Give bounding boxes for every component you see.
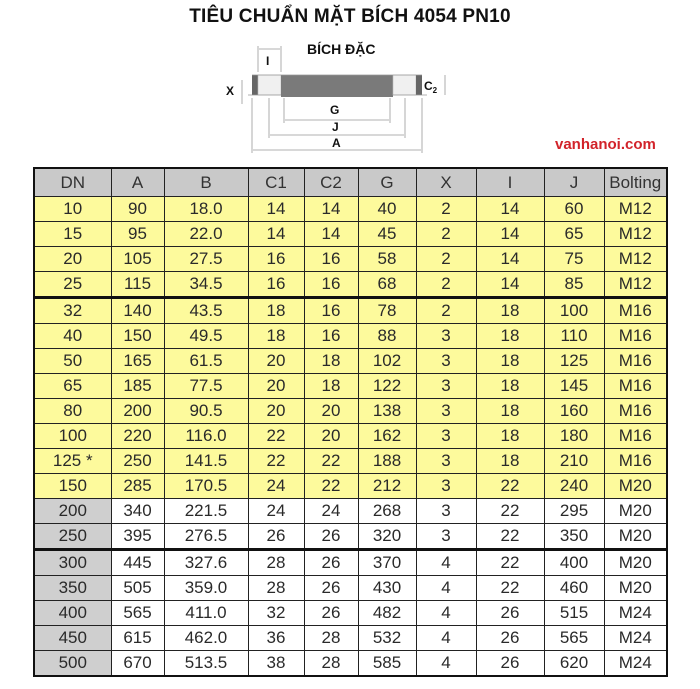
cell-x: 3: [416, 349, 476, 374]
cell-i: 18: [476, 374, 544, 399]
cell-g: 430: [358, 576, 416, 601]
cell-b: 141.5: [164, 449, 248, 474]
cell-c2: 26: [304, 524, 358, 550]
cell-a: 505: [111, 576, 164, 601]
cell-g: 102: [358, 349, 416, 374]
table-row: [34, 524, 667, 550]
cell-j: 100: [544, 298, 604, 324]
cell-j: 515: [544, 601, 604, 626]
cell-b: 22.0: [164, 222, 248, 247]
cell-c1: 32: [248, 601, 304, 626]
cell-dn: 300: [34, 550, 111, 576]
table-row: [34, 550, 667, 576]
table-row: [34, 424, 667, 449]
cell-g: 45: [358, 222, 416, 247]
cell-j: 565: [544, 626, 604, 651]
cell-i: 22: [476, 474, 544, 499]
cell-a: 220: [111, 424, 164, 449]
cell-c1: 24: [248, 474, 304, 499]
cell-x: 2: [416, 197, 476, 222]
cell-c2: 16: [304, 324, 358, 349]
cell-i: 22: [476, 576, 544, 601]
column-header-i: I: [476, 168, 544, 197]
column-header-g: G: [358, 168, 416, 197]
table-row: [34, 474, 667, 499]
cell-j: 620: [544, 651, 604, 677]
cell-dn: 500: [34, 651, 111, 677]
cell-b: 359.0: [164, 576, 248, 601]
cell-b: 462.0: [164, 626, 248, 651]
cell-x: 4: [416, 576, 476, 601]
cell-c2: 26: [304, 601, 358, 626]
cell-i: 14: [476, 272, 544, 298]
cell-j: 110: [544, 324, 604, 349]
cell-bolting: M16: [604, 298, 667, 324]
cell-dn: 250: [34, 524, 111, 550]
cell-x: 3: [416, 324, 476, 349]
cell-g: 68: [358, 272, 416, 298]
column-header-bolting: Bolting: [604, 168, 667, 197]
table-row: [34, 298, 667, 324]
cell-g: 40: [358, 197, 416, 222]
cell-x: 4: [416, 651, 476, 677]
column-header-c2: C2: [304, 168, 358, 197]
column-header-a: A: [111, 168, 164, 197]
cell-dn: 450: [34, 626, 111, 651]
column-header-b: B: [164, 168, 248, 197]
diagram-label: BÍCH ĐẶC: [307, 41, 376, 57]
cell-g: 162: [358, 424, 416, 449]
cell-c1: 16: [248, 272, 304, 298]
cell-c2: 22: [304, 449, 358, 474]
table-row: [34, 222, 667, 247]
cell-j: 60: [544, 197, 604, 222]
cell-x: 4: [416, 601, 476, 626]
cell-c2: 26: [304, 576, 358, 601]
cell-i: 22: [476, 550, 544, 576]
cell-dn: 50: [34, 349, 111, 374]
watermark-brand: vanhanoi.com: [555, 136, 656, 153]
cell-a: 140: [111, 298, 164, 324]
cell-x: 3: [416, 399, 476, 424]
cell-c1: 18: [248, 298, 304, 324]
cell-a: 615: [111, 626, 164, 651]
cell-b: 116.0: [164, 424, 248, 449]
cell-x: 4: [416, 626, 476, 651]
cell-j: 240: [544, 474, 604, 499]
cell-c1: 36: [248, 626, 304, 651]
table-row: [34, 499, 667, 524]
cell-bolting: M20: [604, 576, 667, 601]
cell-i: 18: [476, 298, 544, 324]
cell-c1: 22: [248, 424, 304, 449]
cell-g: 88: [358, 324, 416, 349]
cell-c1: 20: [248, 349, 304, 374]
cell-bolting: M16: [604, 349, 667, 374]
cell-x: 3: [416, 424, 476, 449]
cell-c1: 14: [248, 222, 304, 247]
cell-dn: 40: [34, 324, 111, 349]
flange-diagram: [222, 38, 452, 158]
cell-c2: 16: [304, 272, 358, 298]
cell-b: 27.5: [164, 247, 248, 272]
cell-c1: 28: [248, 576, 304, 601]
cell-j: 210: [544, 449, 604, 474]
cell-c2: 14: [304, 222, 358, 247]
cell-i: 18: [476, 399, 544, 424]
dim-label-a: A: [332, 136, 341, 150]
cell-dn: 400: [34, 601, 111, 626]
cell-i: 26: [476, 626, 544, 651]
cell-bolting: M20: [604, 550, 667, 576]
cell-i: 18: [476, 324, 544, 349]
cell-b: 34.5: [164, 272, 248, 298]
cell-bolting: M16: [604, 424, 667, 449]
cell-b: 221.5: [164, 499, 248, 524]
cell-g: 320: [358, 524, 416, 550]
cell-i: 14: [476, 247, 544, 272]
cell-a: 115: [111, 272, 164, 298]
cell-a: 150: [111, 324, 164, 349]
cell-c1: 24: [248, 499, 304, 524]
cell-a: 165: [111, 349, 164, 374]
cell-a: 185: [111, 374, 164, 399]
cell-g: 482: [358, 601, 416, 626]
cell-b: 513.5: [164, 651, 248, 677]
cell-a: 395: [111, 524, 164, 550]
cell-dn: 65: [34, 374, 111, 399]
cell-g: 212: [358, 474, 416, 499]
cell-g: 532: [358, 626, 416, 651]
cell-dn: 32: [34, 298, 111, 324]
table-row: [34, 626, 667, 651]
cell-j: 160: [544, 399, 604, 424]
cell-x: 2: [416, 298, 476, 324]
cell-b: 61.5: [164, 349, 248, 374]
cell-dn: 10: [34, 197, 111, 222]
cell-c1: 20: [248, 374, 304, 399]
cell-x: 3: [416, 474, 476, 499]
cell-bolting: M12: [604, 247, 667, 272]
cell-b: 170.5: [164, 474, 248, 499]
column-header-c1: C1: [248, 168, 304, 197]
cell-c2: 26: [304, 550, 358, 576]
cell-j: 125: [544, 349, 604, 374]
cell-b: 90.5: [164, 399, 248, 424]
cell-x: 4: [416, 550, 476, 576]
cell-a: 200: [111, 399, 164, 424]
cell-a: 105: [111, 247, 164, 272]
cell-i: 22: [476, 499, 544, 524]
table-body: [34, 197, 667, 677]
cell-i: 18: [476, 449, 544, 474]
cell-bolting: M24: [604, 601, 667, 626]
cell-c2: 18: [304, 374, 358, 399]
cell-j: 85: [544, 272, 604, 298]
page-title: TIÊU CHUẨN MẶT BÍCH 4054 PN10: [189, 6, 511, 27]
cell-j: 65: [544, 222, 604, 247]
cell-x: 3: [416, 524, 476, 550]
cell-j: 400: [544, 550, 604, 576]
cell-g: 188: [358, 449, 416, 474]
cell-c1: 20: [248, 399, 304, 424]
cell-bolting: M16: [604, 449, 667, 474]
cell-x: 3: [416, 449, 476, 474]
cell-x: 2: [416, 247, 476, 272]
dim-label-i: I: [266, 54, 270, 68]
cell-b: 411.0: [164, 601, 248, 626]
cell-dn: 350: [34, 576, 111, 601]
cell-bolting: M16: [604, 399, 667, 424]
cell-bolting: M24: [604, 626, 667, 651]
cell-dn: 125 *: [34, 449, 111, 474]
column-header-j: J: [544, 168, 604, 197]
cell-i: 22: [476, 524, 544, 550]
cell-i: 18: [476, 424, 544, 449]
table-row: [34, 449, 667, 474]
cell-g: 268: [358, 499, 416, 524]
cell-c1: 14: [248, 197, 304, 222]
cell-c2: 14: [304, 197, 358, 222]
cell-x: 2: [416, 222, 476, 247]
table-row: [34, 601, 667, 626]
table-row: [34, 576, 667, 601]
cell-bolting: M12: [604, 197, 667, 222]
cell-x: 3: [416, 499, 476, 524]
column-header-dn: DN: [34, 168, 111, 197]
cell-c2: 16: [304, 247, 358, 272]
cell-c2: 18: [304, 349, 358, 374]
cell-c2: 28: [304, 626, 358, 651]
cell-g: 122: [358, 374, 416, 399]
cell-g: 58: [358, 247, 416, 272]
cell-g: 585: [358, 651, 416, 677]
cell-bolting: M16: [604, 374, 667, 399]
cell-dn: 200: [34, 499, 111, 524]
cell-j: 145: [544, 374, 604, 399]
table-row: [34, 651, 667, 677]
cell-bolting: M16: [604, 324, 667, 349]
flange-spec-table: [33, 167, 668, 677]
cell-dn: 150: [34, 474, 111, 499]
cell-c1: 28: [248, 550, 304, 576]
cell-i: 26: [476, 601, 544, 626]
cell-i: 18: [476, 349, 544, 374]
cell-a: 285: [111, 474, 164, 499]
cell-b: 77.5: [164, 374, 248, 399]
cell-dn: 20: [34, 247, 111, 272]
cell-i: 26: [476, 651, 544, 677]
cell-c1: 38: [248, 651, 304, 677]
cell-i: 14: [476, 197, 544, 222]
cell-a: 670: [111, 651, 164, 677]
cell-bolting: M20: [604, 499, 667, 524]
cell-g: 370: [358, 550, 416, 576]
cell-b: 43.5: [164, 298, 248, 324]
cell-c1: 22: [248, 449, 304, 474]
cell-j: 75: [544, 247, 604, 272]
cell-j: 180: [544, 424, 604, 449]
cell-c1: 26: [248, 524, 304, 550]
dim-label-j: J: [332, 120, 339, 134]
table-row: [34, 272, 667, 298]
table-header-row: [34, 168, 667, 197]
cell-g: 138: [358, 399, 416, 424]
column-header-x: X: [416, 168, 476, 197]
cell-a: 95: [111, 222, 164, 247]
cell-g: 78: [358, 298, 416, 324]
cell-b: 276.5: [164, 524, 248, 550]
cell-c2: 24: [304, 499, 358, 524]
cell-bolting: M24: [604, 651, 667, 677]
cell-a: 565: [111, 601, 164, 626]
cell-dn: 25: [34, 272, 111, 298]
cell-c1: 18: [248, 324, 304, 349]
cell-c2: 16: [304, 298, 358, 324]
cell-x: 3: [416, 374, 476, 399]
cell-bolting: M12: [604, 272, 667, 298]
cell-b: 49.5: [164, 324, 248, 349]
cell-bolting: M20: [604, 524, 667, 550]
cell-c2: 20: [304, 399, 358, 424]
cell-c2: 20: [304, 424, 358, 449]
cell-c1: 16: [248, 247, 304, 272]
table-row: [34, 324, 667, 349]
table-row: [34, 349, 667, 374]
cell-a: 445: [111, 550, 164, 576]
table-row: [34, 247, 667, 272]
cell-i: 14: [476, 222, 544, 247]
dim-label-g: G: [330, 103, 340, 117]
cell-bolting: M12: [604, 222, 667, 247]
cell-b: 327.6: [164, 550, 248, 576]
cell-a: 90: [111, 197, 164, 222]
cell-a: 340: [111, 499, 164, 524]
cell-j: 350: [544, 524, 604, 550]
cell-j: 460: [544, 576, 604, 601]
cell-c2: 28: [304, 651, 358, 677]
cell-a: 250: [111, 449, 164, 474]
cell-j: 295: [544, 499, 604, 524]
table-row: [34, 399, 667, 424]
cell-b: 18.0: [164, 197, 248, 222]
table-row: [34, 374, 667, 399]
table-row: [34, 197, 667, 222]
dim-label-x: X: [226, 84, 235, 98]
cell-x: 2: [416, 272, 476, 298]
cell-dn: 15: [34, 222, 111, 247]
cell-bolting: M20: [604, 474, 667, 499]
cell-c2: 22: [304, 474, 358, 499]
cell-dn: 80: [34, 399, 111, 424]
cell-dn: 100: [34, 424, 111, 449]
dim-label-c2: $C_2$: [424, 79, 438, 95]
